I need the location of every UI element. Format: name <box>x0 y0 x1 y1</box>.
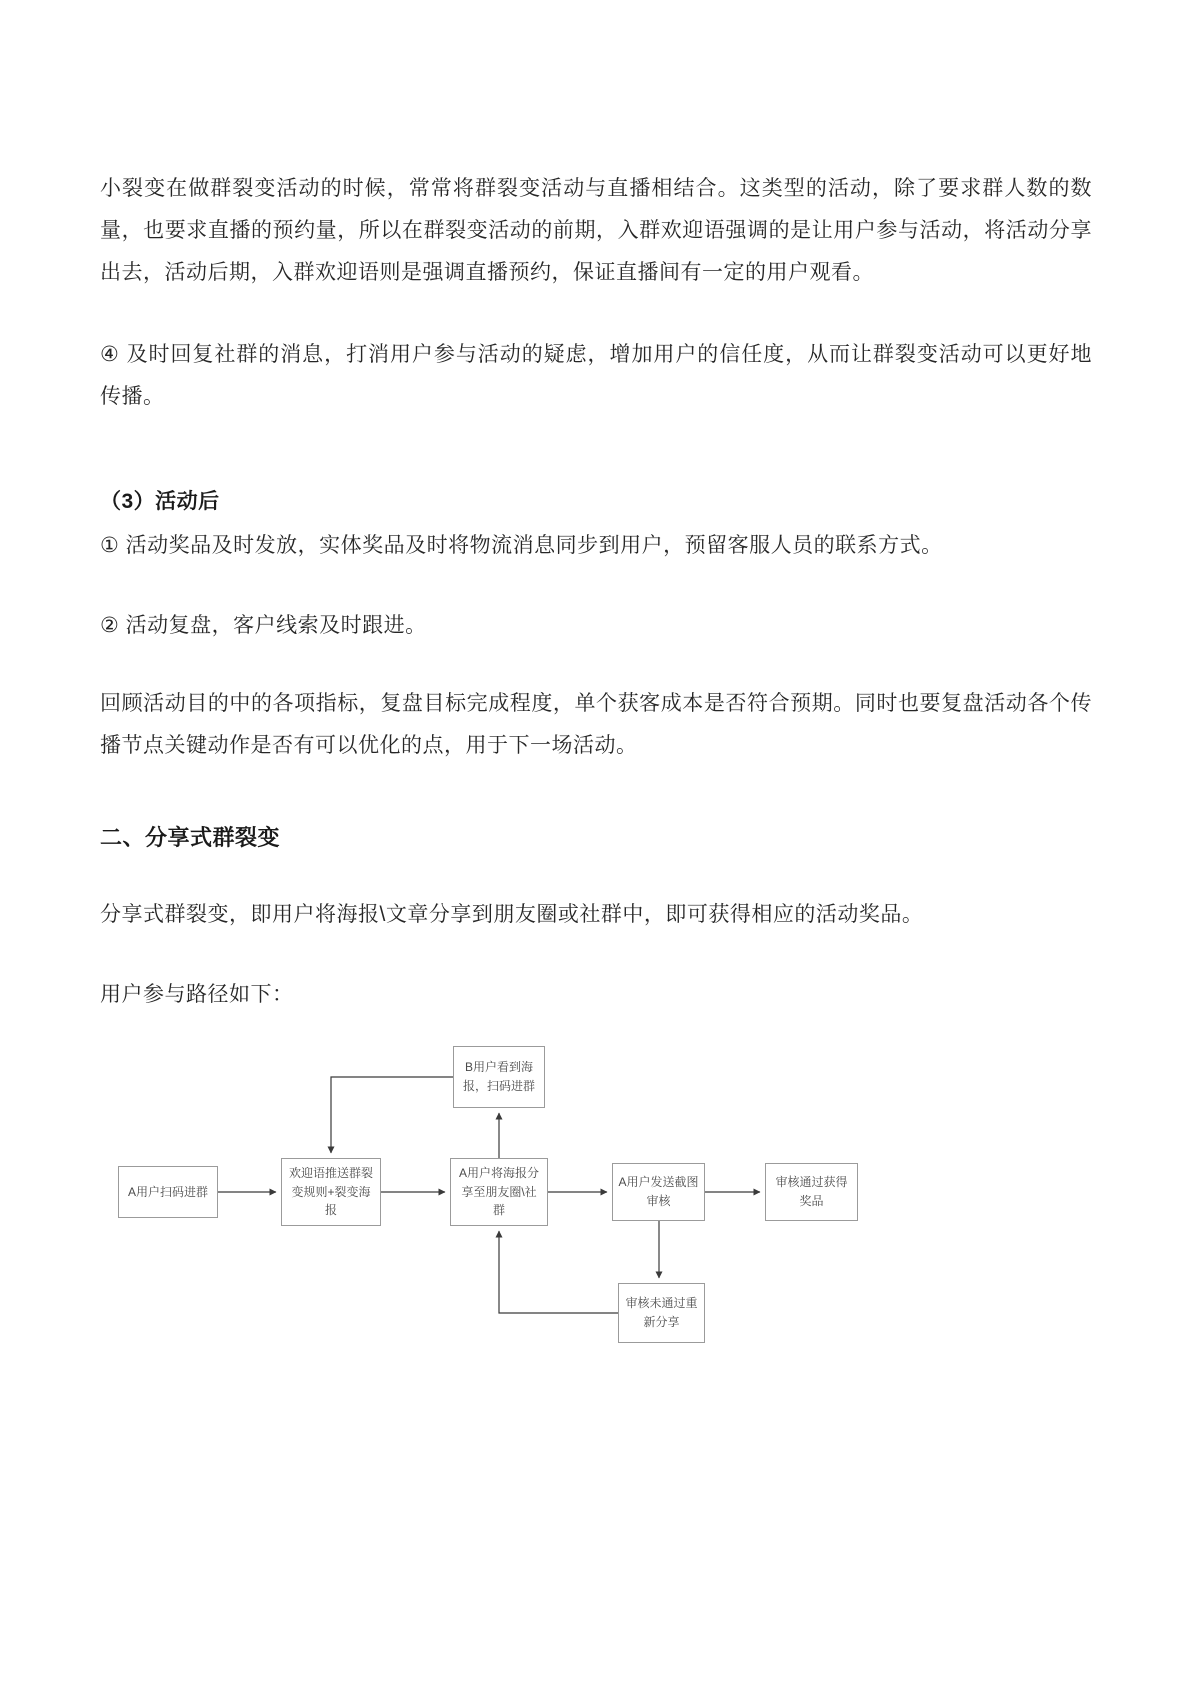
flow-box-a-scan-join: A用户扫码进群 <box>118 1166 218 1218</box>
flow-box-b-user-scan: B用户看到海报，扫码进群 <box>453 1046 545 1108</box>
user-path-flowchart <box>100 1032 1092 1362</box>
document-content <box>100 168 1092 1362</box>
heading-after-activity: （3）活动后 <box>100 490 220 513</box>
paragraph-share-definition: 分享式群裂变，即用户将海报\文章分享到朋友圈或社群中，即可获得相应的活动奖品。 <box>100 903 924 926</box>
paragraph-path-intro: 用户参与路径如下： <box>100 983 294 1006</box>
paragraph-review-metrics: 回顾活动目的中的各项指标，复盘目标完成程度，单个获客成本是否符合预期。同时也要复盘活动各个传播节点关键动作是否有可以优化的点，用于下一场活动。 <box>100 692 1092 757</box>
flow-box-a-share-poster: A用户将海报分享至朋友圈\社群 <box>450 1158 548 1226</box>
flow-box-a-send-screenshot: A用户发送截图审核 <box>612 1163 705 1221</box>
flow-box-welcome-push: 欢迎语推送群裂变规则+裂变海报 <box>281 1158 381 1226</box>
paragraph-prize-delivery: ① 活动奖品及时发放，实体奖品及时将物流消息同步到用户，预留客服人员的联系方式。 <box>100 534 943 557</box>
paragraph-live-combination: 小裂变在做群裂变活动的时候，常常将群裂变活动与直播相结合。这类型的活动，除了要求群人数的数量，也要求直播的预约量，所以在群裂变活动的前期，入群欢迎语强调的是让用户参与活动，将活动分享出去，活动后期，入群欢迎语则是强调直播预约，保证直播间有一定的用户观看。 <box>100 177 1092 284</box>
flow-box-review-pass: 审核通过获得奖品 <box>765 1163 858 1221</box>
flow-box-review-fail: 审核未通过重新分享 <box>618 1283 705 1343</box>
flowchart-arrows <box>100 1032 1092 1362</box>
paragraph-activity-review: ② 活动复盘，客户线索及时跟进。 <box>100 614 427 637</box>
heading-share-fission: 二、分享式群裂变 <box>100 825 281 850</box>
paragraph-timely-reply: ④ 及时回复社群的消息，打消用户参与活动的疑虑，增加用户的信任度，从而让群裂变活动可以更好地传播。 <box>100 343 1092 408</box>
